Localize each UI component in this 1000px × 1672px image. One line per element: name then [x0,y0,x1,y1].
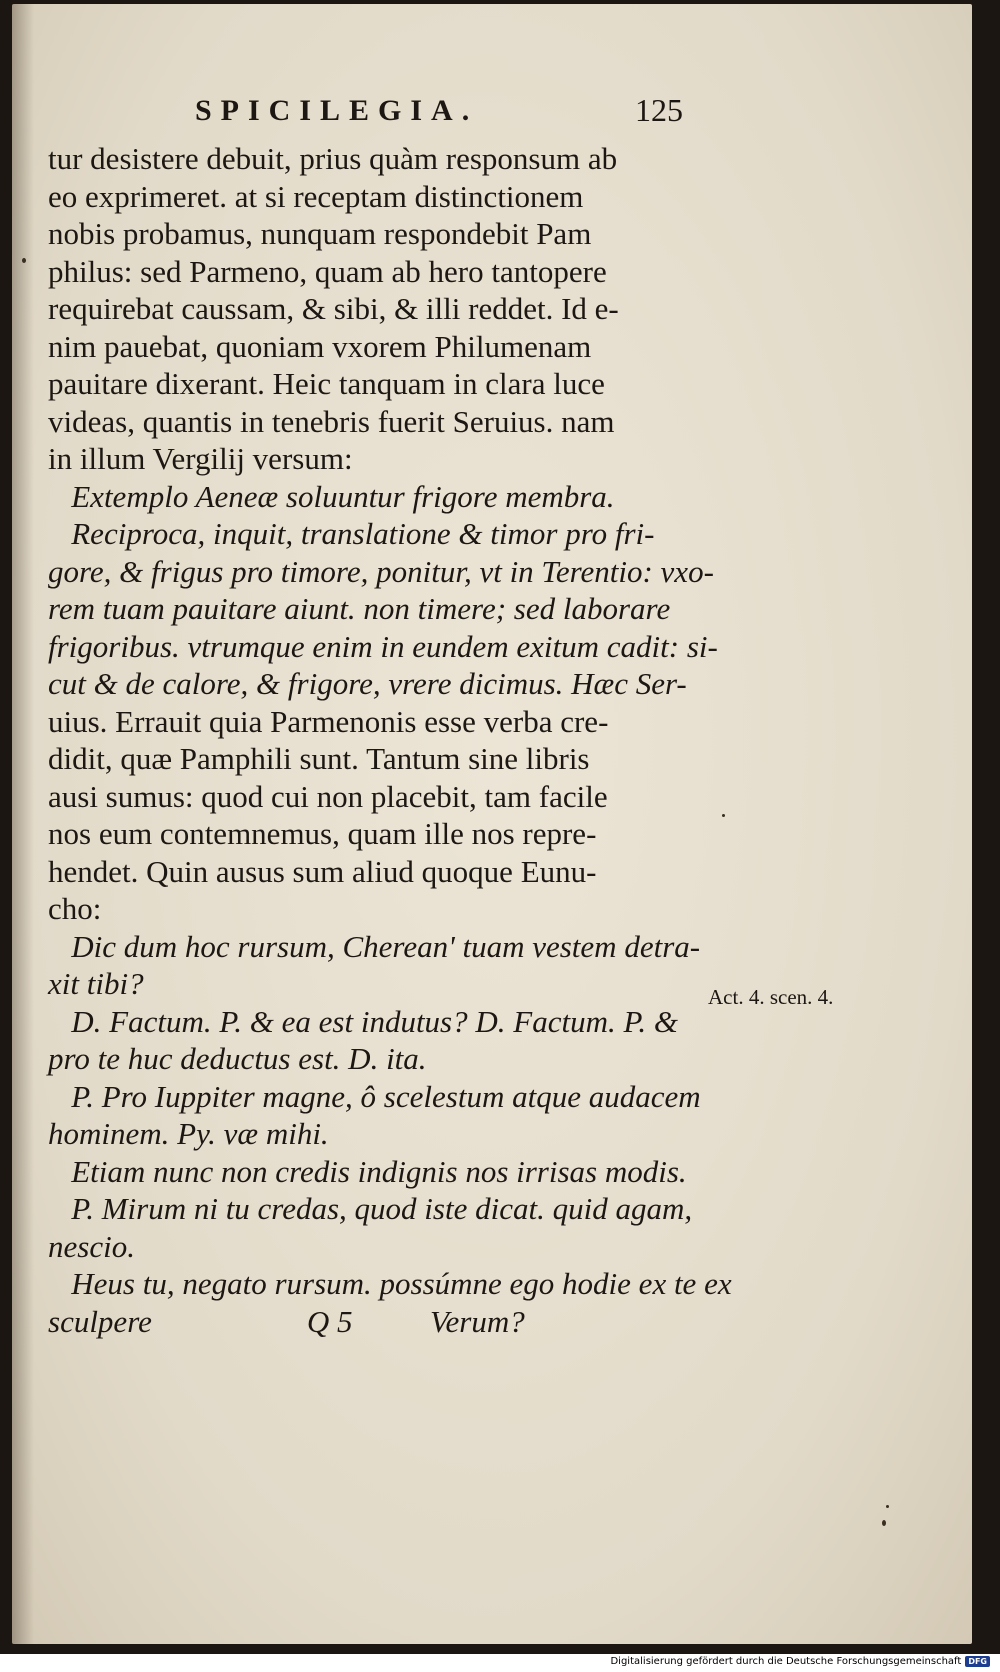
text-line: xit tibi? [48,966,144,1001]
text-line: nobis probamus, nunquam respondebit Pam [48,216,592,251]
text-line: in illum Vergilij versum: [48,441,353,476]
text-line: nos eum contemnemus, quam ille nos repre- [48,816,597,851]
text-line: pauitare dixerant. Heic tanquam in clara luce [48,366,605,401]
text-line: cut & de calore, & frigore, vrere dicimus. Hæc Ser- [48,666,687,701]
body-text [48,140,732,1340]
text-line: P. Mirum ni tu credas, quod iste dicat. quid agam, [48,1191,693,1226]
text-line: Etiam nunc non credis indignis nos irrisas modis. [48,1153,687,1189]
text-line: cho: [48,891,102,926]
text-line: frigoribus. vtrumque enim in eundem exitum cadit: si- [48,628,718,664]
text-line: Reciproca, inquit, translatione & timor pro fri- [48,516,655,551]
page-header [165,88,685,138]
digitization-credit [610,1656,990,1667]
text-line: hendet. Quin ausus sum aliud quoque Eunu- [48,853,597,889]
text-line: requirebat caussam, & sibi, & illi reddet. Id e- [48,291,619,326]
credit-text: Digitalisierung gefördert durch die Deutsche Forschungsgemeinschaft [610,1656,962,1667]
text-line: videas, quantis in tenebris fuerit Seruius. nam [48,403,615,439]
text-line: nim pauebat, quoniam vxorem Philumenam [48,328,592,364]
gutter-shadow [12,4,34,1644]
paper-speck [882,1520,886,1526]
paper-speck [722,814,725,817]
text-line: P. Pro Iuppiter magne, ô scelestum atque audacem [48,1078,701,1114]
dfg-logo: DFG [965,1656,990,1667]
text-line: philus: sed Parmeno, quam ab hero tantopere [48,253,607,289]
margin-note: Act. 4. scen. 4. [708,985,834,1009]
paper-speck [886,1505,889,1508]
text-line: tur desistere debuit, prius quàm responsum ab [48,141,618,176]
running-title: SPICILEGIA. [195,94,479,127]
text-line: Heus tu, negato rursum. possúmne ego hodie ex te ex [48,1266,732,1301]
text-line: Dic dum hoc rursum, Cherean' tuam vestem detra- [48,928,701,964]
text-line: pro te huc deductus est. D. ita. [48,1041,427,1076]
text-line: nescio. [48,1228,135,1264]
text-line: D. Factum. P. & ea est indutus? D. Factum. P. & [48,1003,679,1039]
text-line: hominem. Py. væ mihi. [48,1116,329,1151]
text-line: gore, & frigus pro timore, ponitur, vt in Terentio: vxo- [48,553,714,589]
text-line: Extemplo Aeneæ soluuntur frigore membra. [48,478,615,514]
text-line: eo exprimeret. at si receptam distinctionem [48,178,584,214]
text-line: uius. Errauit quia Parmenonis esse verba cre- [48,703,609,739]
page-number: 125 [635,92,683,128]
text-line: rem tuam pauitare aiunt. non timere; sed laborare [48,591,671,626]
text-line: didit, quæ Pamphili sunt. Tantum sine libris [48,741,590,776]
text-line: sculpere Q 5 Verum? [48,1303,525,1339]
paper-speck [22,258,26,263]
text-line: ausi sumus: quod cui non placebit, tam facile [48,778,608,814]
